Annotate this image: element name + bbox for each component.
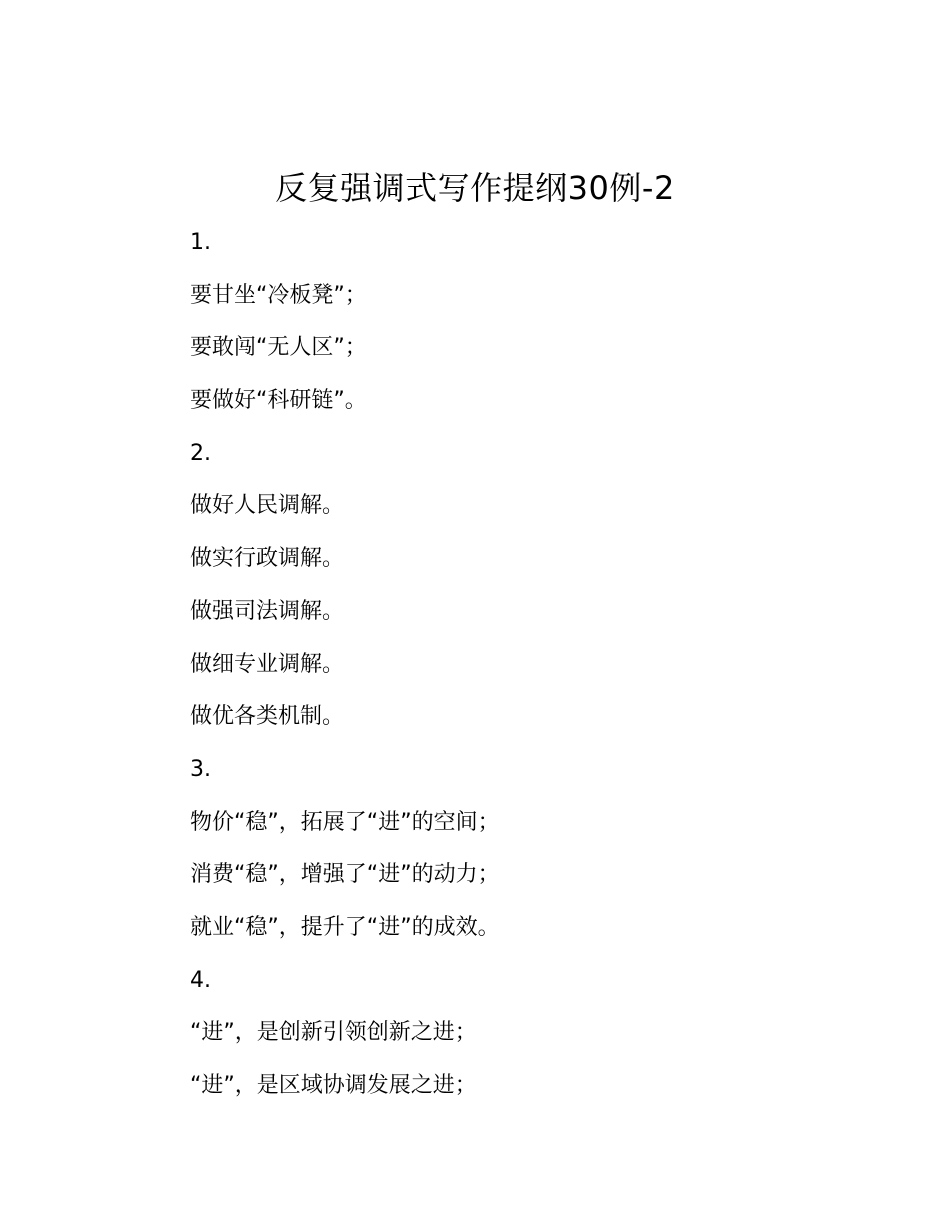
text-line: 做细专业调解。 (190, 651, 345, 677)
text-line: 就业“稳”，提升了“进”的成效。 (190, 914, 500, 940)
text-line: 物价“稳”，拓展了“进”的空间； (190, 809, 500, 835)
document-body (190, 226, 890, 1122)
section-number: 4. (190, 967, 211, 993)
text-line: 做优各类机制。 (190, 704, 345, 730)
text-line: 要做好“科研链”。 (190, 388, 367, 414)
document-title: 反复强调式写作提纲30例-2 (275, 169, 675, 207)
text-line: 做强司法调解。 (190, 598, 345, 624)
text-line: 要甘坐“冷板凳”； (190, 282, 367, 308)
text-line: 做实行政调解。 (190, 546, 345, 572)
text-line: “进”，是区域协调发展之进； (190, 1073, 477, 1098)
text-line: 做好人民调解。 (190, 493, 345, 519)
section-number: 2. (190, 440, 211, 466)
text-line: 消费“稳”，增强了“进”的动力； (190, 862, 500, 888)
section-number: 3. (190, 756, 211, 782)
text-line: “进”，是创新引领创新之进； (190, 1020, 477, 1046)
section-number: 1. (190, 230, 211, 255)
text-line: 要敢闯“无人区”； (190, 335, 367, 361)
